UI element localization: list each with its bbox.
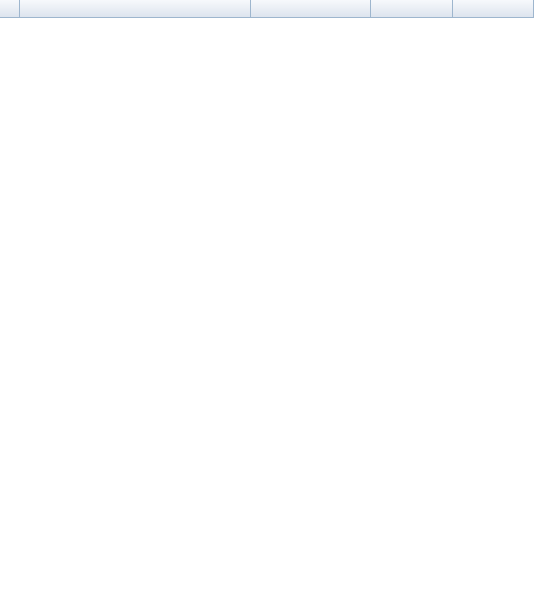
column-header-c[interactable] xyxy=(371,0,453,17)
column-header-d[interactable] xyxy=(453,0,534,17)
column-header-bar xyxy=(0,0,534,18)
column-header-b[interactable] xyxy=(251,0,371,17)
column-header-a[interactable] xyxy=(20,0,251,17)
select-all-corner[interactable] xyxy=(0,0,20,17)
